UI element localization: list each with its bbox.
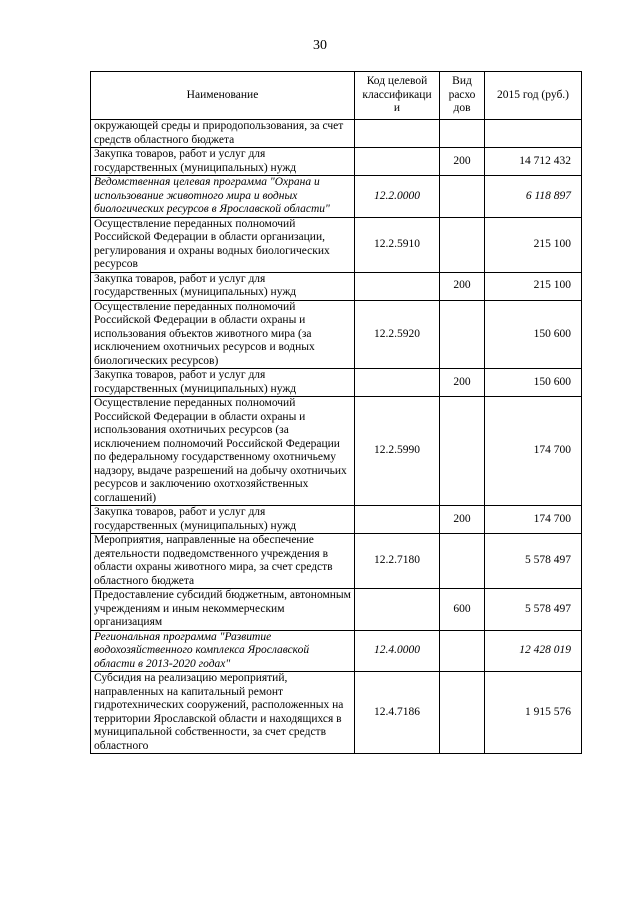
cell-name: Субсидия на реализацию мероприятий, направленных на капитальный ремонт гидротехнических сооружений, расположенных на территории Ярославской области и находящихся в муниципальной собственности, за счет средств областного [91,672,355,754]
cell-code: 12.2.5910 [355,217,440,272]
cell-kind: 200 [440,369,485,397]
cell-kind [440,176,485,218]
cell-amount: 5 578 497 [485,589,582,631]
cell-code: 12.2.5920 [355,300,440,369]
cell-name: Региональная программа "Развитие водохозяйственного комплекса Ярославской области в 2013-2020 годах" [91,630,355,672]
cell-kind: 200 [440,272,485,300]
table-row [91,120,582,148]
table-row [91,300,582,369]
table-row [91,369,582,397]
cell-name: Осуществление переданных полномочий Российской Федерации в области организации, регулирования и охраны водных биологических ресурсов [91,217,355,272]
header-amount: 2015 год (руб.) [485,72,582,120]
table-row [91,217,582,272]
header-kind: Вид расхо дов [440,72,485,120]
cell-code [355,148,440,176]
cell-kind [440,217,485,272]
cell-name: Закупка товаров, работ и услуг для государственных (муниципальных) нужд [91,506,355,534]
header-code: Код целевой классификаци и [355,72,440,120]
cell-name: Закупка товаров, работ и услуг для государственных (муниципальных) нужд [91,272,355,300]
cell-amount: 174 700 [485,397,582,506]
cell-kind: 600 [440,589,485,631]
cell-code [355,506,440,534]
cell-kind: 200 [440,506,485,534]
table-body [91,120,582,754]
table-row [91,148,582,176]
cell-code: 12.2.5990 [355,397,440,506]
cell-kind [440,120,485,148]
header-name: Наименование [91,72,355,120]
cell-code: 12.2.7180 [355,534,440,589]
cell-code [355,369,440,397]
cell-name: Ведомственная целевая программа "Охрана и использование животного мира и водных биологических ресурсов в Ярославской области" [91,176,355,218]
cell-code: 12.4.7186 [355,672,440,754]
cell-name: Осуществление переданных полномочий Российской Федерации в области охраны и использования объектов животного мира (за исключением охотничьих ресурсов и водных биологических ресурсов) [91,300,355,369]
cell-kind: 200 [440,148,485,176]
cell-code [355,272,440,300]
table-row [91,176,582,218]
page-number: 30 [313,38,327,53]
table-row [91,272,582,300]
cell-code [355,589,440,631]
cell-amount: 14 712 432 [485,148,582,176]
cell-amount: 1 915 576 [485,672,582,754]
table-header-row [91,72,582,120]
cell-name: Мероприятия, направленные на обеспечение деятельности подведомственного учреждения в области охраны животного мира, за счет средств областного бюджета [91,534,355,589]
cell-amount: 5 578 497 [485,534,582,589]
cell-kind [440,397,485,506]
cell-code [355,120,440,148]
table-row [91,397,582,506]
table-row [91,672,582,754]
cell-amount: 6 118 897 [485,176,582,218]
cell-name: Предоставление субсидий бюджетным, автономным учреждениям и иным некоммерческим организациям [91,589,355,631]
cell-code: 12.4.0000 [355,630,440,672]
cell-name: Осуществление переданных полномочий Российской Федерации в области охраны и использования охотничьих ресурсов (за исключением полномочий Российской Федерации по федеральному государственному охотничьему надзору, выдаче разрешений на добычу охотничьих ресурсов и заключению охотхозяйственных соглашений) [91,397,355,506]
cell-amount: 215 100 [485,272,582,300]
table-row [91,506,582,534]
cell-amount: 174 700 [485,506,582,534]
cell-amount: 12 428 019 [485,630,582,672]
table-row [91,630,582,672]
cell-code: 12.2.0000 [355,176,440,218]
cell-kind [440,534,485,589]
cell-kind [440,672,485,754]
cell-amount: 150 600 [485,369,582,397]
table-row [91,534,582,589]
cell-amount: 150 600 [485,300,582,369]
cell-name: окружающей среды и природопользования, за счет средств областного бюджета [91,120,355,148]
table-row [91,589,582,631]
cell-name: Закупка товаров, работ и услуг для государственных (муниципальных) нужд [91,148,355,176]
cell-kind [440,630,485,672]
cell-amount: 215 100 [485,217,582,272]
cell-name: Закупка товаров, работ и услуг для государственных (муниципальных) нужд [91,369,355,397]
budget-table [90,71,582,754]
cell-kind [440,300,485,369]
cell-amount [485,120,582,148]
